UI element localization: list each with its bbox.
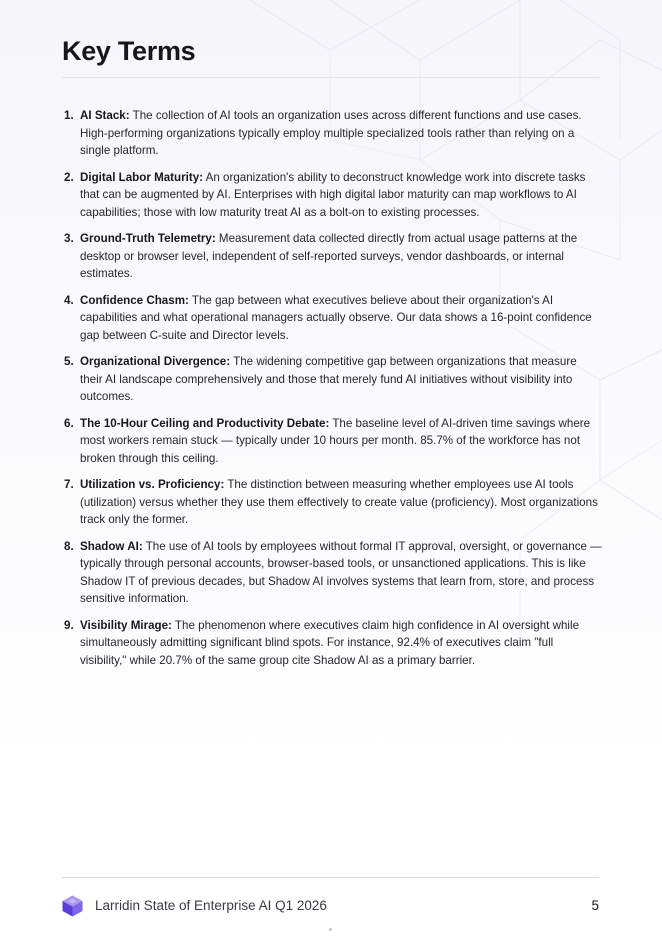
term-item — [62, 617, 602, 670]
term-item — [62, 538, 602, 608]
term-number: 1. — [64, 109, 74, 122]
term-name: Organizational Divergence: — [80, 355, 231, 368]
term-definition: The gap between what executives believe about their organization's AI capabilities and what operational managers actually observe. Our data shows a 16-point confidence gap between C-suite and Director levels. — [80, 293, 592, 342]
footer-report-title: Larridin State of Enterprise AI Q1 2026 — [95, 898, 327, 913]
term-name: Digital Labor Maturity: — [80, 170, 204, 184]
term-item — [62, 292, 602, 345]
term-name: Utilization vs. Proficiency: — [80, 478, 225, 491]
term-name: AI Stack: — [80, 109, 130, 122]
term-definition: The collection of AI tools an organization uses across different functions and use cases. High-performing organizations typically employ multiple specialized tools rather than relying on a single platform. — [80, 109, 582, 157]
term-item — [62, 107, 602, 160]
term-definition: The baseline level of AI-driven time savings where most workers remain stuck — typically under 10 hours per month. 85.7% of the workforce has not broken through this ceiling. — [80, 416, 591, 465]
term-name: Visibility Mirage: — [80, 618, 172, 632]
term-name: The 10-Hour Ceiling and Productivity Debate: — [80, 416, 330, 430]
term-item — [62, 476, 602, 529]
term-definition: The use of AI tools by employees without formal IT approval, oversight, or governance — typically through personal accounts, browser-based tools, or unsanctioned applications. This is like Shadow IT of previous decades, but Shadow AI involves systems that learn from, store, and process sensitive information. — [80, 539, 602, 605]
page-indicator-dot — [329, 928, 332, 931]
term-number: 3. — [64, 232, 74, 245]
term-number: 4. — [64, 293, 74, 307]
term-item — [62, 230, 602, 283]
title-divider — [62, 77, 599, 78]
term-definition: The phenomenon where executives claim high confidence in AI oversight while simultaneously admitting significant blind spots. For instance, 92.4% of executives claim "full visibility," while 20.7% of the same group cite Shadow AI as a primary barrier. — [80, 618, 580, 667]
page-number: 5 — [591, 898, 599, 913]
term-number: 2. — [64, 170, 74, 184]
term-definition: An organization's ability to deconstruct knowledge work into discrete tasks that can be augmented by AI. Enterprises with high digital labor maturity can map workflows to AI capabilities; those with low maturity treat AI as a bolt-on to existing processes. — [80, 170, 586, 219]
larridin-cube-logo-icon — [62, 895, 83, 917]
key-terms-list — [62, 107, 602, 678]
term-name: Confidence Chasm: — [80, 293, 189, 307]
term-number: 7. — [64, 478, 74, 491]
term-number: 9. — [64, 618, 74, 632]
term-name: Shadow AI: — [80, 539, 143, 553]
term-item — [62, 169, 602, 222]
term-number: 6. — [64, 416, 74, 430]
term-item — [62, 415, 602, 468]
term-definition: Measurement data collected directly from actual usage patterns at the desktop or browser level, independent of self-reported surveys, vendor dashboards, or internal estimates. — [80, 232, 578, 280]
footer-divider — [62, 877, 599, 878]
term-number: 8. — [64, 539, 74, 553]
term-name: Ground-Truth Telemetry: — [80, 232, 216, 245]
term-definition: The widening competitive gap between organizations that measure their AI landscape comprehensively and those that merely fund AI initiatives without visibility into outcomes. — [80, 355, 577, 403]
page-title: Key Terms — [62, 36, 196, 66]
term-number: 5. — [64, 355, 74, 368]
term-item — [62, 353, 602, 406]
term-definition: The distinction between measuring whether employees use AI tools (utilization) versus whether they use them effectively to create value (proficiency). Most organizations track only the former. — [80, 478, 598, 526]
